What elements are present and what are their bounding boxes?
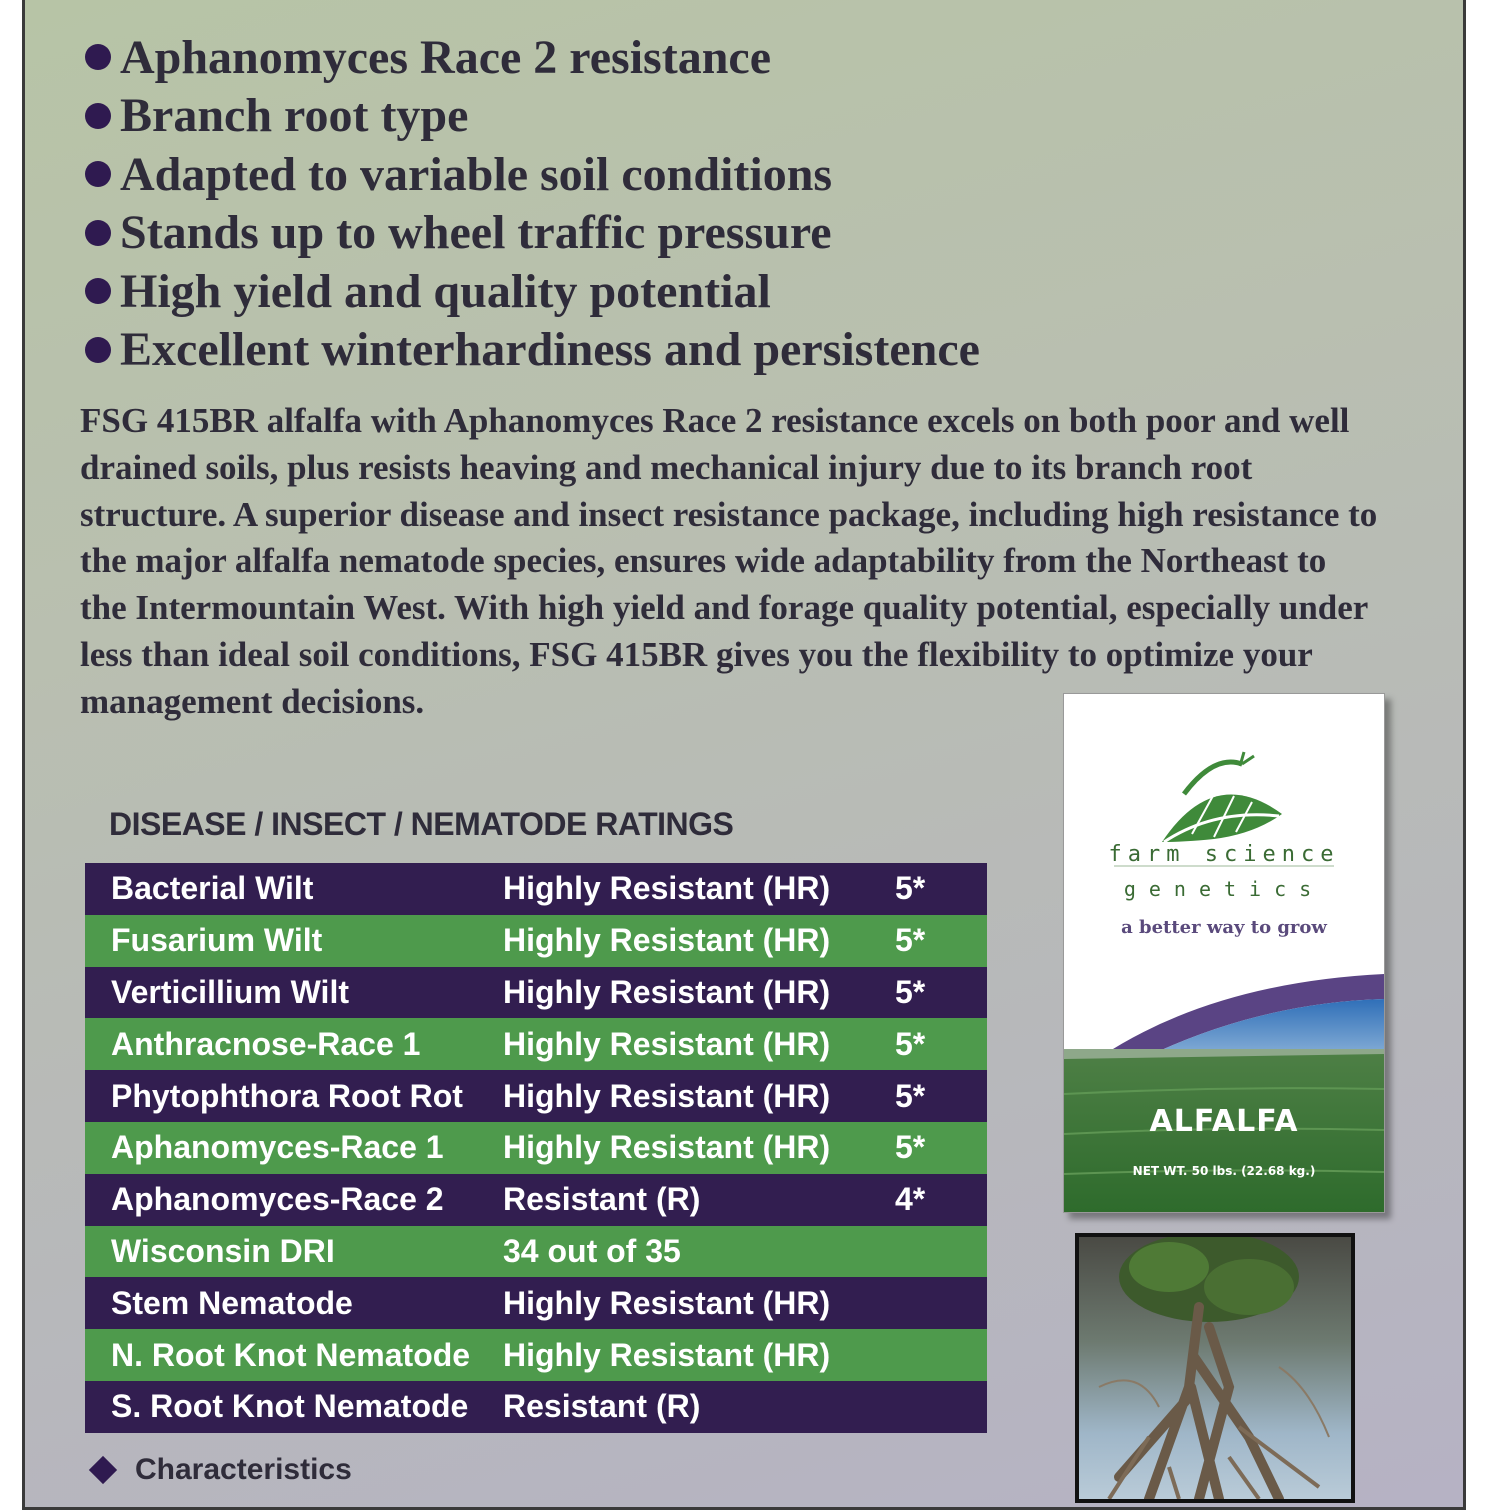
feature-item: Excellent winterhardiness and persistence bbox=[85, 321, 980, 380]
table-row: Verticillium Wilt Highly Resistant (HR) 5* bbox=[85, 967, 987, 1019]
table-row: S. Root Knot Nematode Resistant (R) bbox=[85, 1381, 987, 1433]
bullet-icon bbox=[85, 278, 111, 304]
feature-item: High yield and quality potential bbox=[85, 262, 980, 321]
bag-brand-line1: farm science bbox=[1108, 842, 1340, 867]
ratings-table bbox=[85, 863, 987, 1433]
table-row: Phytophthora Root Rot Highly Resistant (HR) 5* bbox=[85, 1070, 987, 1122]
feature-item: Aphanomyces Race 2 resistance bbox=[85, 28, 980, 87]
root-photo bbox=[1075, 1233, 1355, 1503]
seed-bag-image bbox=[1063, 693, 1385, 1213]
feature-item: Stands up to wheel traffic pressure bbox=[85, 204, 980, 263]
table-row: Aphanomyces-Race 1 Highly Resistant (HR) 5* bbox=[85, 1122, 987, 1174]
brochure-page bbox=[22, 0, 1466, 1510]
feature-list bbox=[85, 28, 980, 379]
bag-brand-line2: genetics bbox=[1123, 877, 1325, 901]
bullet-icon bbox=[85, 220, 111, 246]
table-row: N. Root Knot Nematode Highly Resistant (HR) bbox=[85, 1329, 987, 1381]
alfalfa-root-icon bbox=[1079, 1237, 1351, 1499]
bullet-icon bbox=[85, 161, 111, 187]
bullet-icon bbox=[85, 44, 111, 70]
bag-net-weight: NET WT. 50 lbs. (22.68 kg.) bbox=[1132, 1164, 1316, 1178]
table-row: Aphanomyces-Race 2 Resistant (R) 4* bbox=[85, 1174, 987, 1226]
table-row: Anthracnose-Race 1 Highly Resistant (HR) 5* bbox=[85, 1018, 987, 1070]
table-row: Wisconsin DRI 34 out of 35 bbox=[85, 1226, 987, 1278]
bullet-icon bbox=[85, 103, 111, 129]
bullet-icon bbox=[85, 337, 111, 363]
feature-item: Branch root type bbox=[85, 87, 980, 146]
product-description: FSG 415BR alfalfa with Aphanomyces Race 2 resistance excels on both poor and well drained soils, plus resists heaving and mechanical injury due to its branch root structure. A superior disease and insect resistance package, including high resistance to the major alfalfa nematode species, ensures wide adaptability from the Northeast to the Intermountain West. With high yield and forage quality potential, especially under less than ideal soil conditions, FSG 415BR gives you the flexibility to optimize your management decisions. bbox=[80, 401, 1378, 721]
bag-tagline: a better way to grow bbox=[1121, 917, 1327, 938]
characteristics-heading: Characteristics bbox=[85, 1453, 352, 1487]
table-row: Stem Nematode Highly Resistant (HR) bbox=[85, 1277, 987, 1329]
ratings-title: DISEASE / INSECT / NEMATODE RATINGS bbox=[109, 806, 734, 842]
bag-product-name: ALFALFA bbox=[1149, 1104, 1299, 1139]
feature-item: Adapted to variable soil conditions bbox=[85, 145, 980, 204]
diamond-bullet-icon bbox=[89, 1456, 117, 1484]
table-row: Bacterial Wilt Highly Resistant (HR) 5* bbox=[85, 863, 987, 915]
table-row: Fusarium Wilt Highly Resistant (HR) 5* bbox=[85, 915, 987, 967]
